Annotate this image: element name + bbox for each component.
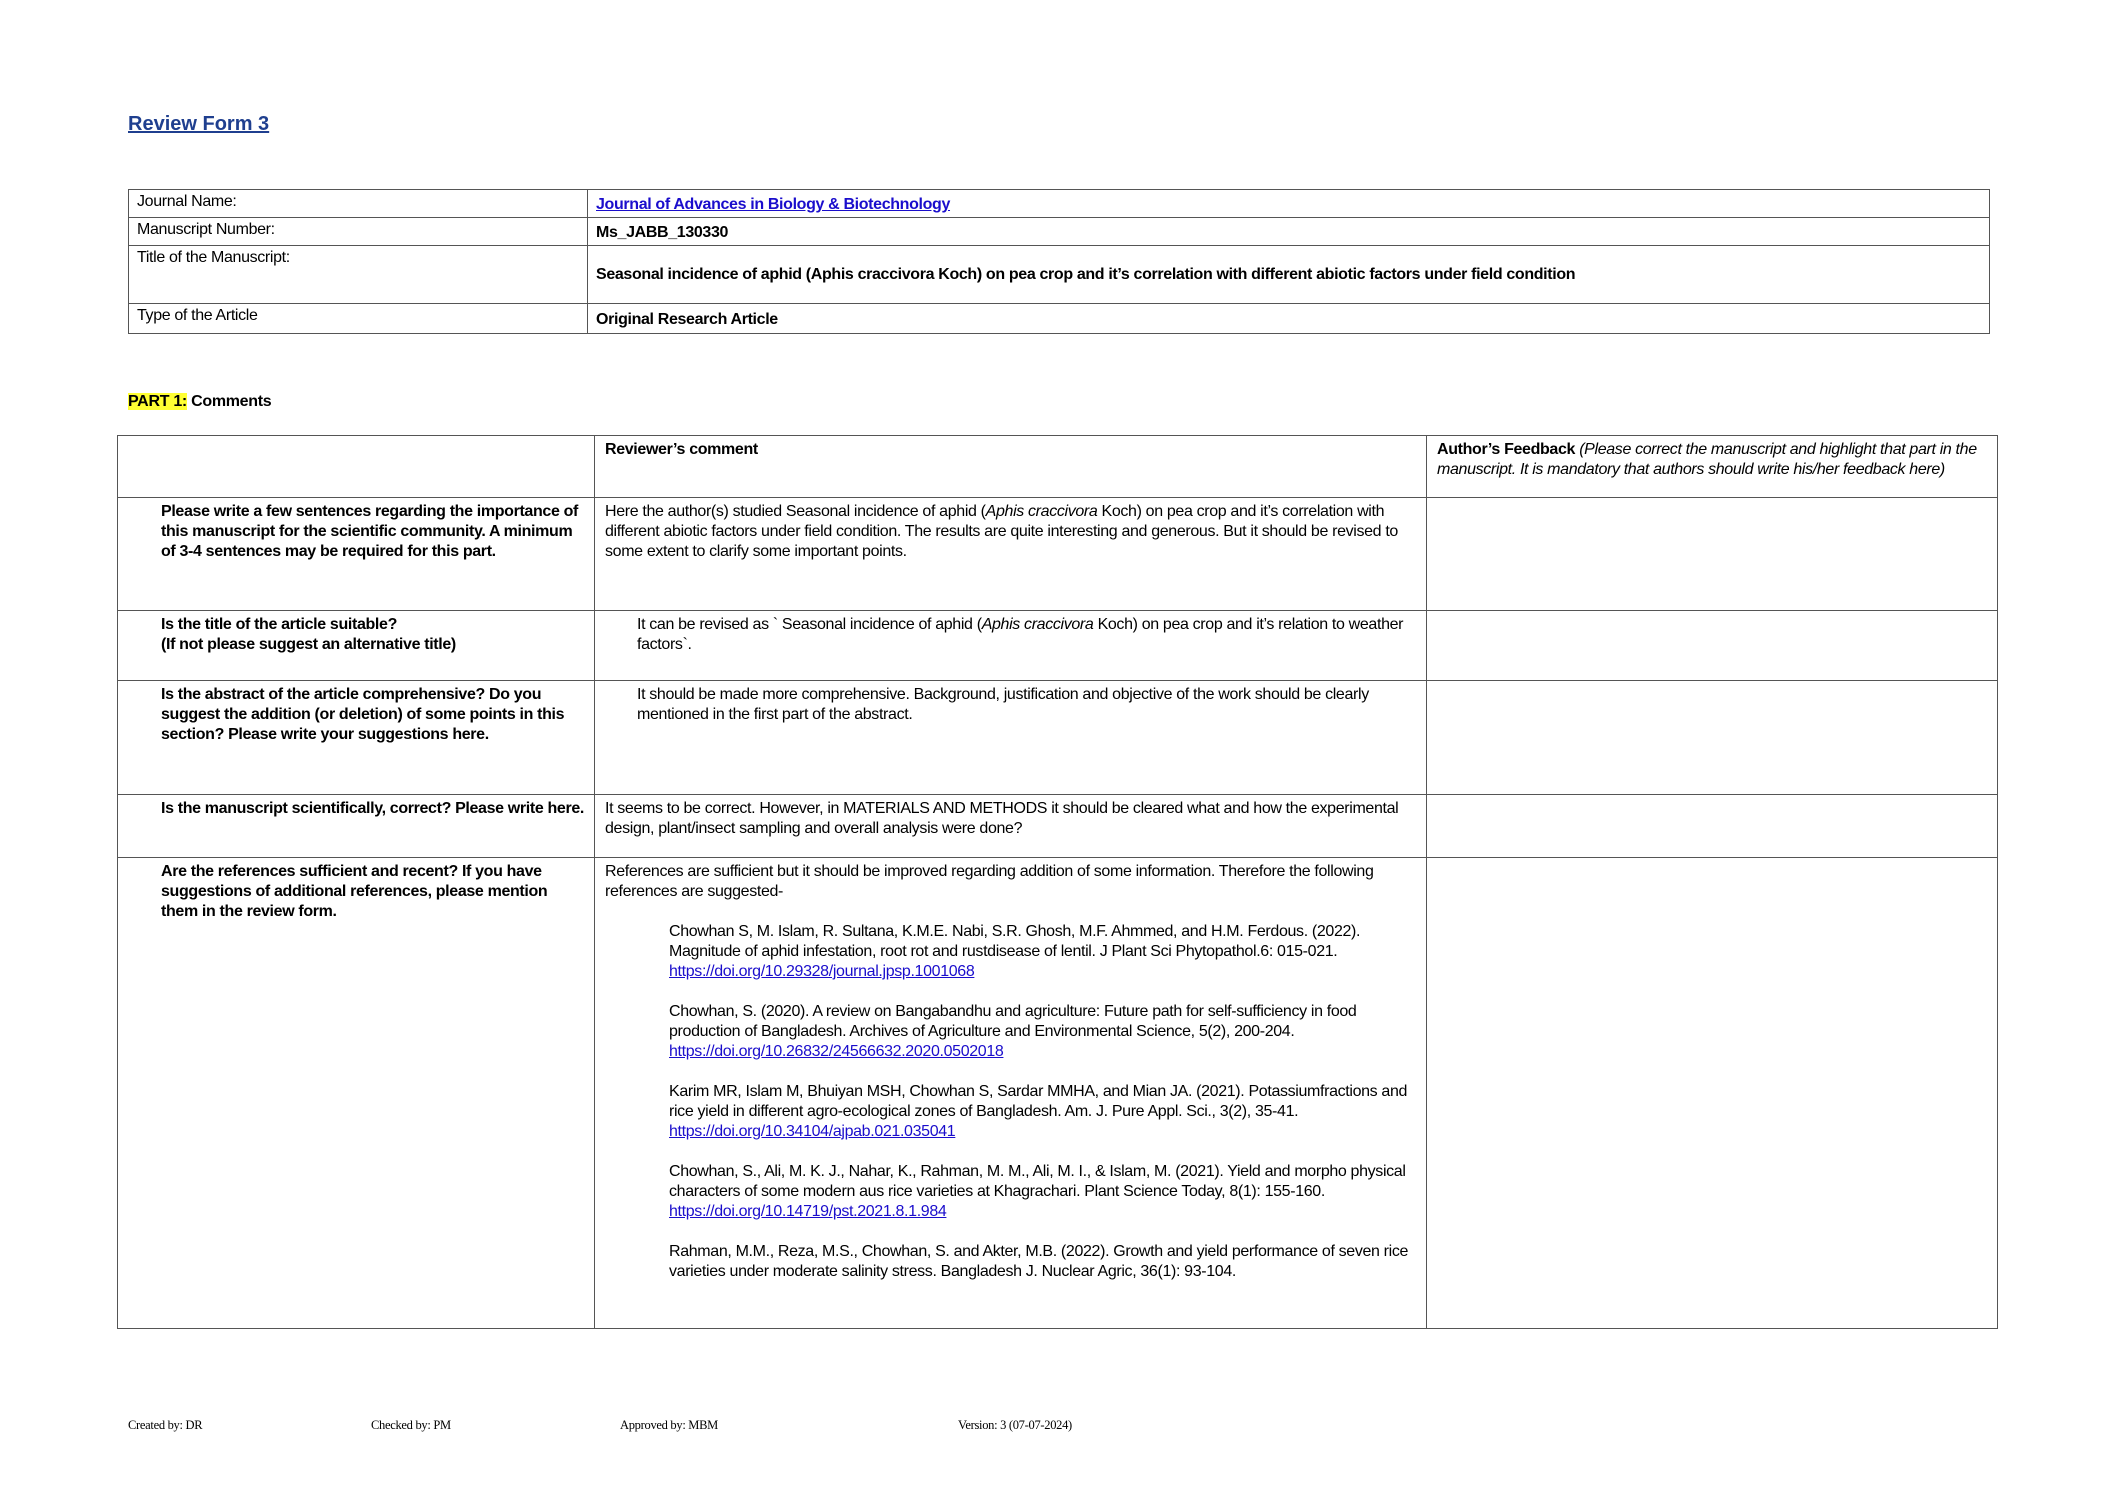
reference-item: Karim MR, Islam M, Bhuiyan MSH, Chowhan S, Sardar MMHA, and Mian JA. (2021). Potassiumfractions and rice yield in different agro-ecological zones of Bangladesh. Am. J. Pure Appl. Sci., 3(2), 35-41. https://doi.org/10.34104/ajpab.021.035041 xyxy=(669,1083,1408,1140)
reference-link[interactable]: https://doi.org/10.34104/ajpab.021.035041 xyxy=(669,1123,956,1140)
reference-item: Chowhan, S. (2020). A review on Bangabandhu and agriculture: Future path for self-sufficiency in food production of Bangladesh. Archives of Agriculture and Environmental Science, 5(2), 200-204. https://doi.org/10.26832/24566632.2020.0502018 xyxy=(669,1003,1357,1060)
article-type-value: Original Research Article xyxy=(588,304,1990,334)
manuscript-title-row xyxy=(129,246,1990,304)
reviewer-comment: It can be revised as ` Seasonal incidence of aphid (Aphis craccivora Koch) on pea crop and it’s relation to weather factors`. xyxy=(595,611,1427,681)
manuscript-number-label: Manuscript Number: xyxy=(129,218,588,246)
journal-link[interactable]: Journal of Advances in Biology & Biotechnology xyxy=(596,196,951,213)
references-intro: References are sufficient but it should be improved regarding addition of some information. Therefore the following references are suggested- xyxy=(605,863,1374,900)
reference-item: Chowhan, S., Ali, M. K. J., Nahar, K., Rahman, M. M., Ali, M. I., & Islam, M. (2021). Yield and morpho physical characters of some modern aus rice varieties at Khagrachari. Plant Science Today, 8(1): 155-160. https://doi.org/10.14719/pst.2021.8.1.984 xyxy=(669,1163,1406,1220)
footer-approved-by: Approved by: MBM xyxy=(620,1418,718,1432)
manuscript-number-row xyxy=(129,218,1990,246)
manuscript-title-value: Seasonal incidence of aphid (Aphis craccivora Koch) on pea crop and it’s correlation with different abiotic factors under field condition xyxy=(588,246,1990,304)
reference-item: Rahman, M.M., Reza, M.S., Chowhan, S. and Akter, M.B. (2022). Growth and yield performance of seven rice varieties under moderate salinity stress. Bangladesh J. Nuclear Agric, 36(1): 93-104. xyxy=(669,1243,1409,1280)
reviewer-comment: It should be made more comprehensive. Background, justification and objective of the work should be clearly mentioned in the first part of the abstract. xyxy=(595,681,1427,795)
reference-link[interactable]: https://doi.org/10.26832/24566632.2020.0502018 xyxy=(669,1043,1004,1060)
table-row xyxy=(118,611,1998,681)
journal-row xyxy=(129,190,1990,218)
reviewer-comment: Here the author(s) studied Seasonal incidence of aphid (Aphis craccivora Koch) on pea crop and it’s correlation with different abiotic factors under field condition. The results are quite interesting and generous. But it should be revised to some extent to clarify some important points. xyxy=(595,498,1427,611)
manuscript-number-value: Ms_JABB_130330 xyxy=(588,218,1990,246)
footer-checked-by: Checked by: PM xyxy=(371,1418,451,1432)
author-feedback-header xyxy=(1427,436,1998,498)
article-type-label: Type of the Article xyxy=(129,304,588,334)
question-abstract: Is the abstract of the article comprehensive? Do you suggest the addition (or deletion) of some points in this section? Please write your suggestions here. xyxy=(118,681,595,795)
article-type-row xyxy=(129,304,1990,334)
empty-header-cell xyxy=(118,436,595,498)
author-feedback-instructions: (Please correct the manuscript and highlight that part in the manuscript. It is mandatory that authors should write his/her feedback here) xyxy=(1437,441,1977,478)
table-row xyxy=(118,498,1998,611)
question-references: Are the references sufficient and recent? If you have suggestions of additional references, please mention them in the review form. xyxy=(118,858,595,1329)
author-feedback-cell[interactable] xyxy=(1427,611,1998,681)
comments-table xyxy=(117,435,1998,1329)
part-text: Comments xyxy=(186,393,272,410)
table-row xyxy=(118,795,1998,858)
form-title[interactable]: Review Form 3 xyxy=(128,113,270,135)
author-feedback-title: Author’s Feedback xyxy=(1437,441,1576,458)
footer-created-by: Created by: DR xyxy=(128,1418,203,1432)
reference-link[interactable]: https://doi.org/10.14719/pst.2021.8.1.984 xyxy=(669,1203,947,1220)
part-1-heading xyxy=(128,393,271,411)
author-feedback-cell[interactable] xyxy=(1427,858,1998,1329)
reference-link[interactable]: https://doi.org/10.29328/journal.jpsp.1001068 xyxy=(669,963,975,980)
author-feedback-cell[interactable] xyxy=(1427,498,1998,611)
question-importance: Please write a few sentences regarding the importance of this manuscript for the scientific community. A minimum of 3-4 sentences may be required for this part. xyxy=(118,498,595,611)
manuscript-info-table xyxy=(128,189,1990,334)
footer-version: Version: 3 (07-07-2024) xyxy=(958,1418,1072,1432)
reviewer-comment xyxy=(595,858,1427,1329)
question-correctness: Is the manuscript scientifically, correct? Please write here. xyxy=(118,795,595,858)
author-feedback-cell[interactable] xyxy=(1427,795,1998,858)
journal-label: Journal Name: xyxy=(129,190,588,218)
part-label: PART 1: xyxy=(128,393,187,410)
question-title: Is the title of the article suitable? (If not please suggest an alternative title) xyxy=(118,611,595,681)
manuscript-title-label: Title of the Manuscript: xyxy=(129,246,588,304)
reference-item: Chowhan S, M. Islam, R. Sultana, K.M.E. Nabi, S.R. Ghosh, M.F. Ahmmed, and H.M. Ferdous. (2022). Magnitude of aphid infestation, root rot and rustdisease of lentil. J Plant Sci Phytopathol.6: 015-021. https://doi.org/10.29328/journal.jpsp.1001068 xyxy=(669,923,1361,980)
table-row xyxy=(118,858,1998,1329)
table-row xyxy=(118,681,1998,795)
author-feedback-cell[interactable] xyxy=(1427,681,1998,795)
reviewer-comment: It seems to be correct. However, in MATERIALS AND METHODS it should be cleared what and how the experimental design, plant/insect sampling and overall analysis were done? xyxy=(595,795,1427,858)
reviewer-comment-header: Reviewer’s comment xyxy=(595,436,1427,498)
comments-header-row xyxy=(118,436,1998,498)
